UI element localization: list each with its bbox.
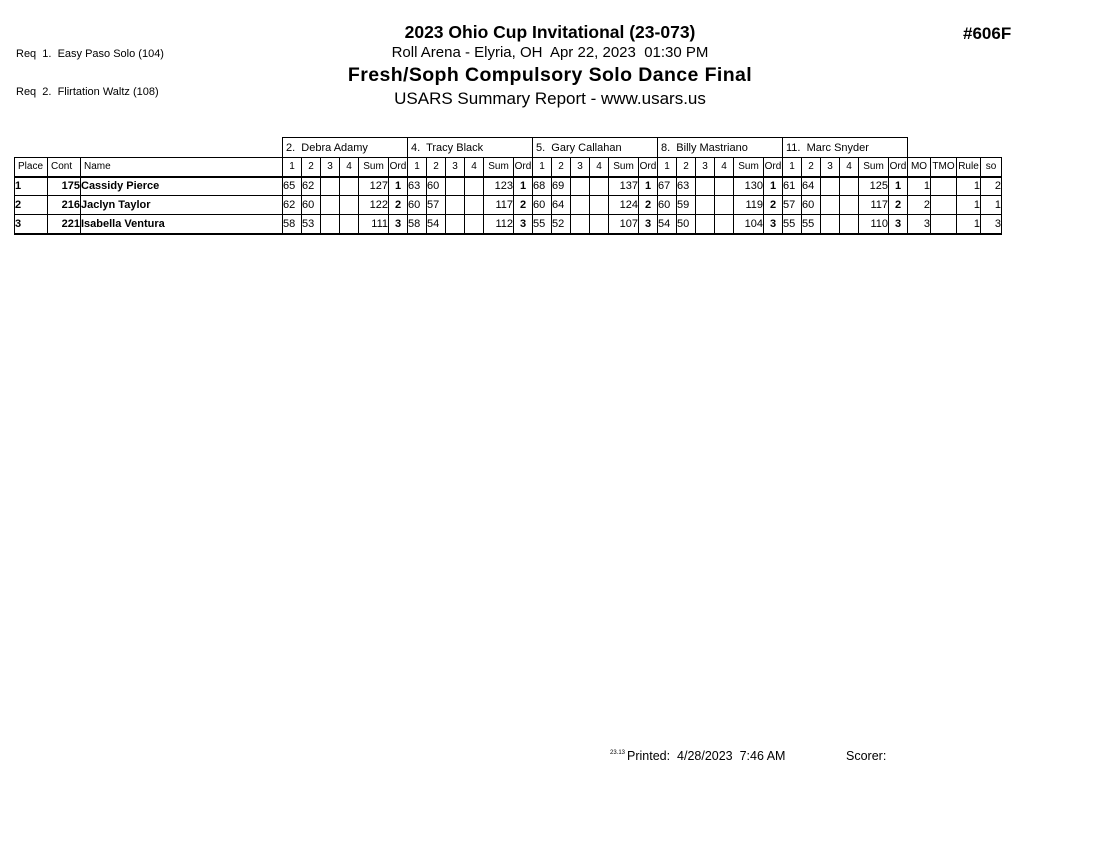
column-header: Sum xyxy=(734,158,764,177)
ordinal-cell: 2 xyxy=(514,196,533,215)
column-header: Ord xyxy=(389,158,408,177)
score-cell xyxy=(340,215,359,234)
score-cell xyxy=(840,177,859,196)
judge-header: 2. Debra Adamy xyxy=(283,138,408,158)
column-header: 1 xyxy=(408,158,427,177)
title-block xyxy=(0,22,1100,110)
score-cell: 60 xyxy=(533,196,552,215)
column-header: 3 xyxy=(696,158,715,177)
tmo-cell xyxy=(931,177,957,196)
score-cell xyxy=(715,177,734,196)
score-cell: 58 xyxy=(408,215,427,234)
column-header: 3 xyxy=(321,158,340,177)
column-header: 4 xyxy=(840,158,859,177)
competition-title: 2023 Ohio Cup Invitational (23-073) xyxy=(404,22,696,42)
column-header: 1 xyxy=(783,158,802,177)
score-cell xyxy=(465,177,484,196)
ordinal-cell: 3 xyxy=(889,215,908,234)
judge-row-left-spacer xyxy=(15,138,283,158)
rule-cell: 1 xyxy=(957,177,981,196)
score-cell: 63 xyxy=(408,177,427,196)
score-cell: 65 xyxy=(283,177,302,196)
score-cell: 58 xyxy=(283,215,302,234)
score-cell: 54 xyxy=(427,215,446,234)
column-header: 1 xyxy=(533,158,552,177)
sum-cell: 117 xyxy=(859,196,889,215)
sum-cell: 127 xyxy=(359,177,389,196)
score-cell xyxy=(696,215,715,234)
sum-cell: 123 xyxy=(484,177,514,196)
score-cell: 52 xyxy=(552,215,571,234)
column-header: Ord xyxy=(764,158,783,177)
score-cell xyxy=(465,215,484,234)
score-cell xyxy=(571,215,590,234)
score-cell xyxy=(571,177,590,196)
score-cell xyxy=(340,196,359,215)
report-version: 23.13 xyxy=(610,750,626,756)
column-header: 2 xyxy=(802,158,821,177)
column-header: 1 xyxy=(283,158,302,177)
column-header: 2 xyxy=(677,158,696,177)
sum-cell: 130 xyxy=(734,177,764,196)
ordinal-cell: 2 xyxy=(639,196,658,215)
score-cell: 55 xyxy=(802,215,821,234)
score-cell xyxy=(465,196,484,215)
column-header: 4 xyxy=(465,158,484,177)
score-cell: 62 xyxy=(302,177,321,196)
place-cell: 1 xyxy=(15,177,48,196)
score-cell: 61 xyxy=(783,177,802,196)
skater-name-cell: Isabella Ventura xyxy=(81,215,283,234)
column-header: Rule xyxy=(957,158,981,177)
contestant-number-cell: 216 xyxy=(48,196,81,215)
score-cell xyxy=(840,215,859,234)
rule-cell: 1 xyxy=(957,196,981,215)
required-dance-2: Req 2. Flirtation Waltz (108) xyxy=(16,85,159,98)
ordinal-cell: 2 xyxy=(764,196,783,215)
tmo-cell xyxy=(931,215,957,234)
score-cell: 57 xyxy=(783,196,802,215)
ordinal-cell: 2 xyxy=(389,196,408,215)
ordinal-cell: 2 xyxy=(889,196,908,215)
score-cell: 60 xyxy=(408,196,427,215)
score-cell xyxy=(340,177,359,196)
score-cell xyxy=(840,196,859,215)
score-cell: 54 xyxy=(658,215,677,234)
judge-header: 11. Marc Snyder xyxy=(783,138,908,158)
score-cell: 69 xyxy=(552,177,571,196)
sum-cell: 124 xyxy=(609,196,639,215)
column-header: Name xyxy=(81,158,283,177)
score-cell xyxy=(696,177,715,196)
score-cell xyxy=(821,196,840,215)
ordinal-cell: 3 xyxy=(764,215,783,234)
judge-row-right-spacer xyxy=(908,138,1002,158)
mo-cell: 2 xyxy=(908,196,931,215)
score-cell xyxy=(696,196,715,215)
column-header: 3 xyxy=(821,158,840,177)
score-cell: 64 xyxy=(552,196,571,215)
sum-cell: 137 xyxy=(609,177,639,196)
mo-cell: 3 xyxy=(908,215,931,234)
place-cell: 3 xyxy=(15,215,48,234)
column-header: Ord xyxy=(514,158,533,177)
score-cell xyxy=(446,196,465,215)
score-cell: 63 xyxy=(677,177,696,196)
column-header: so xyxy=(981,158,1002,177)
column-header: Sum xyxy=(359,158,389,177)
sum-cell: 112 xyxy=(484,215,514,234)
venue-date: Roll Arena - Elyria, OH Apr 22, 2023 01:30 PM xyxy=(391,44,709,61)
sum-cell: 104 xyxy=(734,215,764,234)
judge-header: 8. Billy Mastriano xyxy=(658,138,783,158)
column-header: Ord xyxy=(889,158,908,177)
score-cell: 55 xyxy=(533,215,552,234)
score-cell: 55 xyxy=(783,215,802,234)
score-cell xyxy=(715,215,734,234)
column-header: TMO xyxy=(931,158,957,177)
sum-cell: 119 xyxy=(734,196,764,215)
score-cell: 53 xyxy=(302,215,321,234)
sum-cell: 125 xyxy=(859,177,889,196)
sum-cell: 110 xyxy=(859,215,889,234)
score-cell: 67 xyxy=(658,177,677,196)
score-cell xyxy=(590,215,609,234)
required-dance-1: Req 1. Easy Paso Solo (104) xyxy=(16,48,164,60)
column-header: 4 xyxy=(590,158,609,177)
column-header: 2 xyxy=(552,158,571,177)
column-header: 2 xyxy=(302,158,321,177)
sum-cell: 107 xyxy=(609,215,639,234)
rule-cell: 1 xyxy=(957,215,981,234)
column-header: Sum xyxy=(859,158,889,177)
tmo-cell xyxy=(931,196,957,215)
score-cell xyxy=(321,215,340,234)
score-cell: 60 xyxy=(802,196,821,215)
score-cell: 62 xyxy=(283,196,302,215)
score-cell xyxy=(571,196,590,215)
judge-header: 4. Tracy Black xyxy=(408,138,533,158)
so-cell: 2 xyxy=(981,177,1002,196)
column-header: 4 xyxy=(340,158,359,177)
scorer-label: Scorer: xyxy=(846,749,887,763)
score-cell: 60 xyxy=(427,177,446,196)
event-name: Fresh/Soph Compulsory Solo Dance Final xyxy=(347,64,753,86)
score-cell: 60 xyxy=(658,196,677,215)
ordinal-cell: 1 xyxy=(764,177,783,196)
ordinal-cell: 1 xyxy=(889,177,908,196)
judge-header: 5. Gary Callahan xyxy=(533,138,658,158)
so-cell: 1 xyxy=(981,196,1002,215)
ordinal-cell: 3 xyxy=(639,215,658,234)
skater-name-cell: Cassidy Pierce xyxy=(81,177,283,196)
contestant-number-cell: 175 xyxy=(48,177,81,196)
contestant-number-cell: 221 xyxy=(48,215,81,234)
printed-timestamp: Printed: 4/28/2023 7:46 AM xyxy=(627,749,786,763)
ordinal-cell: 1 xyxy=(514,177,533,196)
event-number: #606F xyxy=(963,24,1012,43)
mo-cell: 1 xyxy=(908,177,931,196)
so-cell: 3 xyxy=(981,215,1002,234)
ordinal-cell: 1 xyxy=(389,177,408,196)
score-cell xyxy=(321,177,340,196)
column-header: Sum xyxy=(484,158,514,177)
score-cell xyxy=(321,196,340,215)
score-cell xyxy=(446,215,465,234)
column-header: 2 xyxy=(427,158,446,177)
column-header: MO xyxy=(908,158,931,177)
score-cell xyxy=(590,196,609,215)
score-cell xyxy=(446,177,465,196)
place-cell: 2 xyxy=(15,196,48,215)
column-header: Ord xyxy=(639,158,658,177)
ordinal-cell: 3 xyxy=(389,215,408,234)
score-cell: 68 xyxy=(533,177,552,196)
score-cell: 59 xyxy=(677,196,696,215)
ordinal-cell: 3 xyxy=(514,215,533,234)
column-header: 3 xyxy=(446,158,465,177)
score-cell xyxy=(715,196,734,215)
score-cell: 64 xyxy=(802,177,821,196)
score-cell: 50 xyxy=(677,215,696,234)
ordinal-cell: 1 xyxy=(639,177,658,196)
report-name: USARS Summary Report - www.usars.us xyxy=(394,89,706,108)
column-header: 3 xyxy=(571,158,590,177)
sum-cell: 117 xyxy=(484,196,514,215)
column-header: Cont xyxy=(48,158,81,177)
column-header: Sum xyxy=(609,158,639,177)
results-table xyxy=(14,137,1002,235)
column-header: 1 xyxy=(658,158,677,177)
sum-cell: 111 xyxy=(359,215,389,234)
score-cell: 57 xyxy=(427,196,446,215)
column-header: Place xyxy=(15,158,48,177)
score-cell xyxy=(821,177,840,196)
score-cell xyxy=(821,215,840,234)
sum-cell: 122 xyxy=(359,196,389,215)
score-cell xyxy=(590,177,609,196)
column-header: 4 xyxy=(715,158,734,177)
score-cell: 60 xyxy=(302,196,321,215)
skater-name-cell: Jaclyn Taylor xyxy=(81,196,283,215)
